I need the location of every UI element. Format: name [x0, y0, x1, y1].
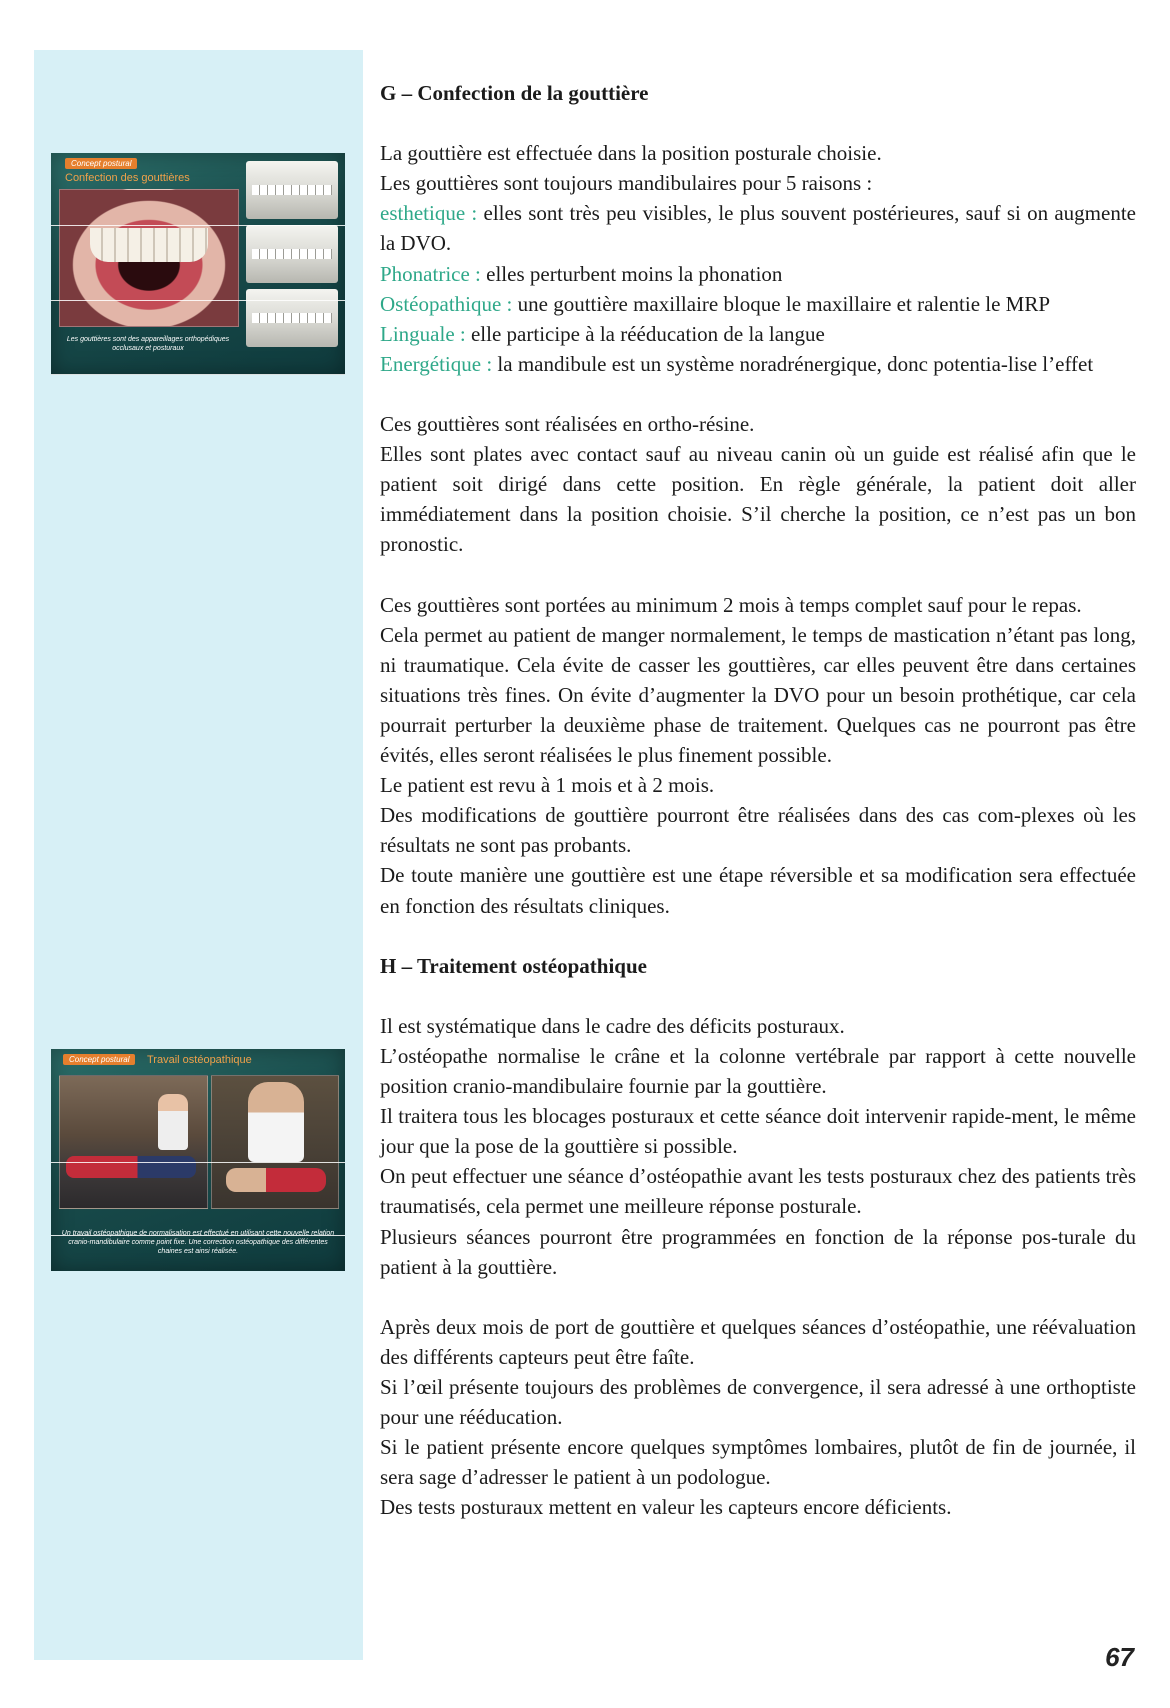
slide-title: Confection des gouttières — [65, 172, 190, 184]
paragraph: On peut effectuer une séance d’ostéopathie avant les tests posturaux chez des patients très traumatisés, cela permet une meilleure réponse posturale. — [380, 1164, 1136, 1219]
reason-term: Phonatrice : — [380, 261, 487, 286]
main-text — [380, 78, 1136, 1523]
practitioner-figure — [248, 1082, 304, 1162]
reason-term: Ostéopathique : — [380, 291, 518, 316]
reason-text: elles sont très peu visibles, le plus souvent postérieures, sauf si on augmente la DVO. — [380, 201, 1136, 256]
reason-text: elle participe à la rééducation de la langue — [470, 321, 825, 346]
section-heading-g: G – Confection de la gouttière — [380, 81, 649, 105]
reason-term: esthetique : — [380, 201, 484, 226]
paragraph: Elles sont plates avec contact sauf au niveau canin où un guide est réalisé afin que le patient soit dirigé dans cette position. En règle générale, la patient doit aller immédiatement dans la position choisie. S’il cherche la position, ce n’est pas un bon pronostic. — [380, 442, 1136, 557]
teeth-shape — [90, 228, 208, 262]
divider-line — [51, 225, 345, 226]
paragraph: Ces gouttières sont réalisées en ortho-résine. — [380, 412, 755, 437]
paragraph: Des modifications de gouttière pourront être réalisées dans des cas com-plexes où les résultats ne sont pas probants. — [380, 803, 1136, 858]
paragraph: La gouttière est effectuée dans la position posturale choisie. — [380, 141, 882, 166]
practitioner-figure — [158, 1094, 188, 1150]
page-number: 67 — [1105, 1642, 1134, 1672]
patient-figure — [66, 1156, 196, 1178]
paragraph: Ces gouttières sont portées au minimum 2 mois à temps complet sauf pour le repas. — [380, 592, 1082, 617]
slide-title: Travail ostéopathique — [147, 1054, 252, 1066]
reason-item — [380, 259, 1136, 289]
slide-caption: Un travail ostéopathique de normalisation est effectué en utilisant cette nouvelle relation cranio-mandibulaire comme point fixe. Une correction ostéopathique des différentes chaines est ainsi réalisée. — [61, 1230, 335, 1255]
paragraph: Si l’œil présente toujours des problèmes de convergence, il sera adressé à une orthoptiste pour une rééducation. — [380, 1375, 1136, 1430]
osteopath-room-photo — [59, 1075, 208, 1209]
reason-text: la mandibule est un système noradrénergique, donc potentia-lise l’effet — [497, 351, 1094, 376]
reason-item — [380, 319, 1136, 349]
slide-tag: Concept postural — [65, 158, 137, 169]
paragraph: Des tests posturaux mettent en valeur les capteurs encore déficients. — [380, 1495, 952, 1520]
reason-item — [380, 289, 1136, 319]
reason-item — [380, 349, 1136, 379]
slide-tag: Concept postural — [63, 1054, 135, 1065]
reason-term: Linguale : — [380, 321, 471, 346]
reason-item — [380, 198, 1136, 258]
paragraph: Il est systématique dans le cadre des déficits posturaux. — [380, 1013, 845, 1038]
section-heading-h: H – Traitement ostéopathique — [380, 953, 647, 978]
reason-text: elles perturbent moins la phonation — [486, 261, 783, 286]
divider-line — [51, 374, 345, 375]
paragraph: Si le patient présente encore quelques symptômes lombaires, plutôt de fin de journée, il sera sage d’adresser le patient à un podologue. — [380, 1435, 1136, 1490]
teeth-photo — [59, 189, 239, 327]
dental-cast-photo — [246, 289, 338, 347]
reason-text: une gouttière maxillaire bloque le maxillaire et ralentie le MRP — [517, 291, 1051, 316]
paragraph: Il traitera tous les blocages posturaux et cette séance doit intervenir rapide-ment, le même jour que la pose de la gouttière si possible. — [380, 1104, 1136, 1159]
paragraph: L’ostéopathe normalise le crâne et la colonne vertébrale par rapport à cette nouvelle position cranio-mandibulaire fournie par la gouttière. — [380, 1044, 1136, 1099]
paragraph: Après deux mois de port de gouttière et quelques séances d’ostéopathie, une réévaluation des différents capteurs peut être faîte. — [380, 1314, 1136, 1369]
paragraph: De toute manière une gouttière est une étape réversible et sa modification sera effectuée en fonction des résultats cliniques. — [380, 863, 1136, 918]
patient-figure — [226, 1168, 326, 1192]
slide-travail-osteopathique — [51, 1049, 345, 1271]
reason-term: Energétique : — [380, 351, 498, 376]
paragraph: Plusieurs séances pourront être programmées en fonction de la réponse pos-turale du patient à la gouttière. — [380, 1224, 1136, 1279]
cranial-treatment-photo — [211, 1075, 339, 1209]
divider-line — [51, 300, 345, 301]
paragraph: Le patient est revu à 1 mois et à 2 mois. — [380, 773, 715, 798]
dental-cast-photo — [246, 225, 338, 283]
slide-caption: Les gouttières sont des appareillages orthopédiques occlusaux et posturaux — [66, 336, 230, 352]
paragraph: Les gouttières sont toujours mandibulaires pour 5 raisons : — [380, 171, 873, 196]
slide-confection-gouttieres — [51, 153, 345, 375]
divider-line — [51, 1162, 345, 1163]
paragraph: Cela permet au patient de manger normalement, le temps de mastication n’étant pas long, ni traumatique. Cela évite de casser les gouttières, car elles peuvent être dans certaines situations très fines. On évite d’augmenter la DVO pour un besoin prothétique, car cela pourrait perturber la deuxième phase de traitement. Quelques cas ne pourront pas être évités, elles seront réalisées le plus finement possible. — [380, 622, 1136, 768]
dental-cast-photo — [246, 161, 338, 219]
